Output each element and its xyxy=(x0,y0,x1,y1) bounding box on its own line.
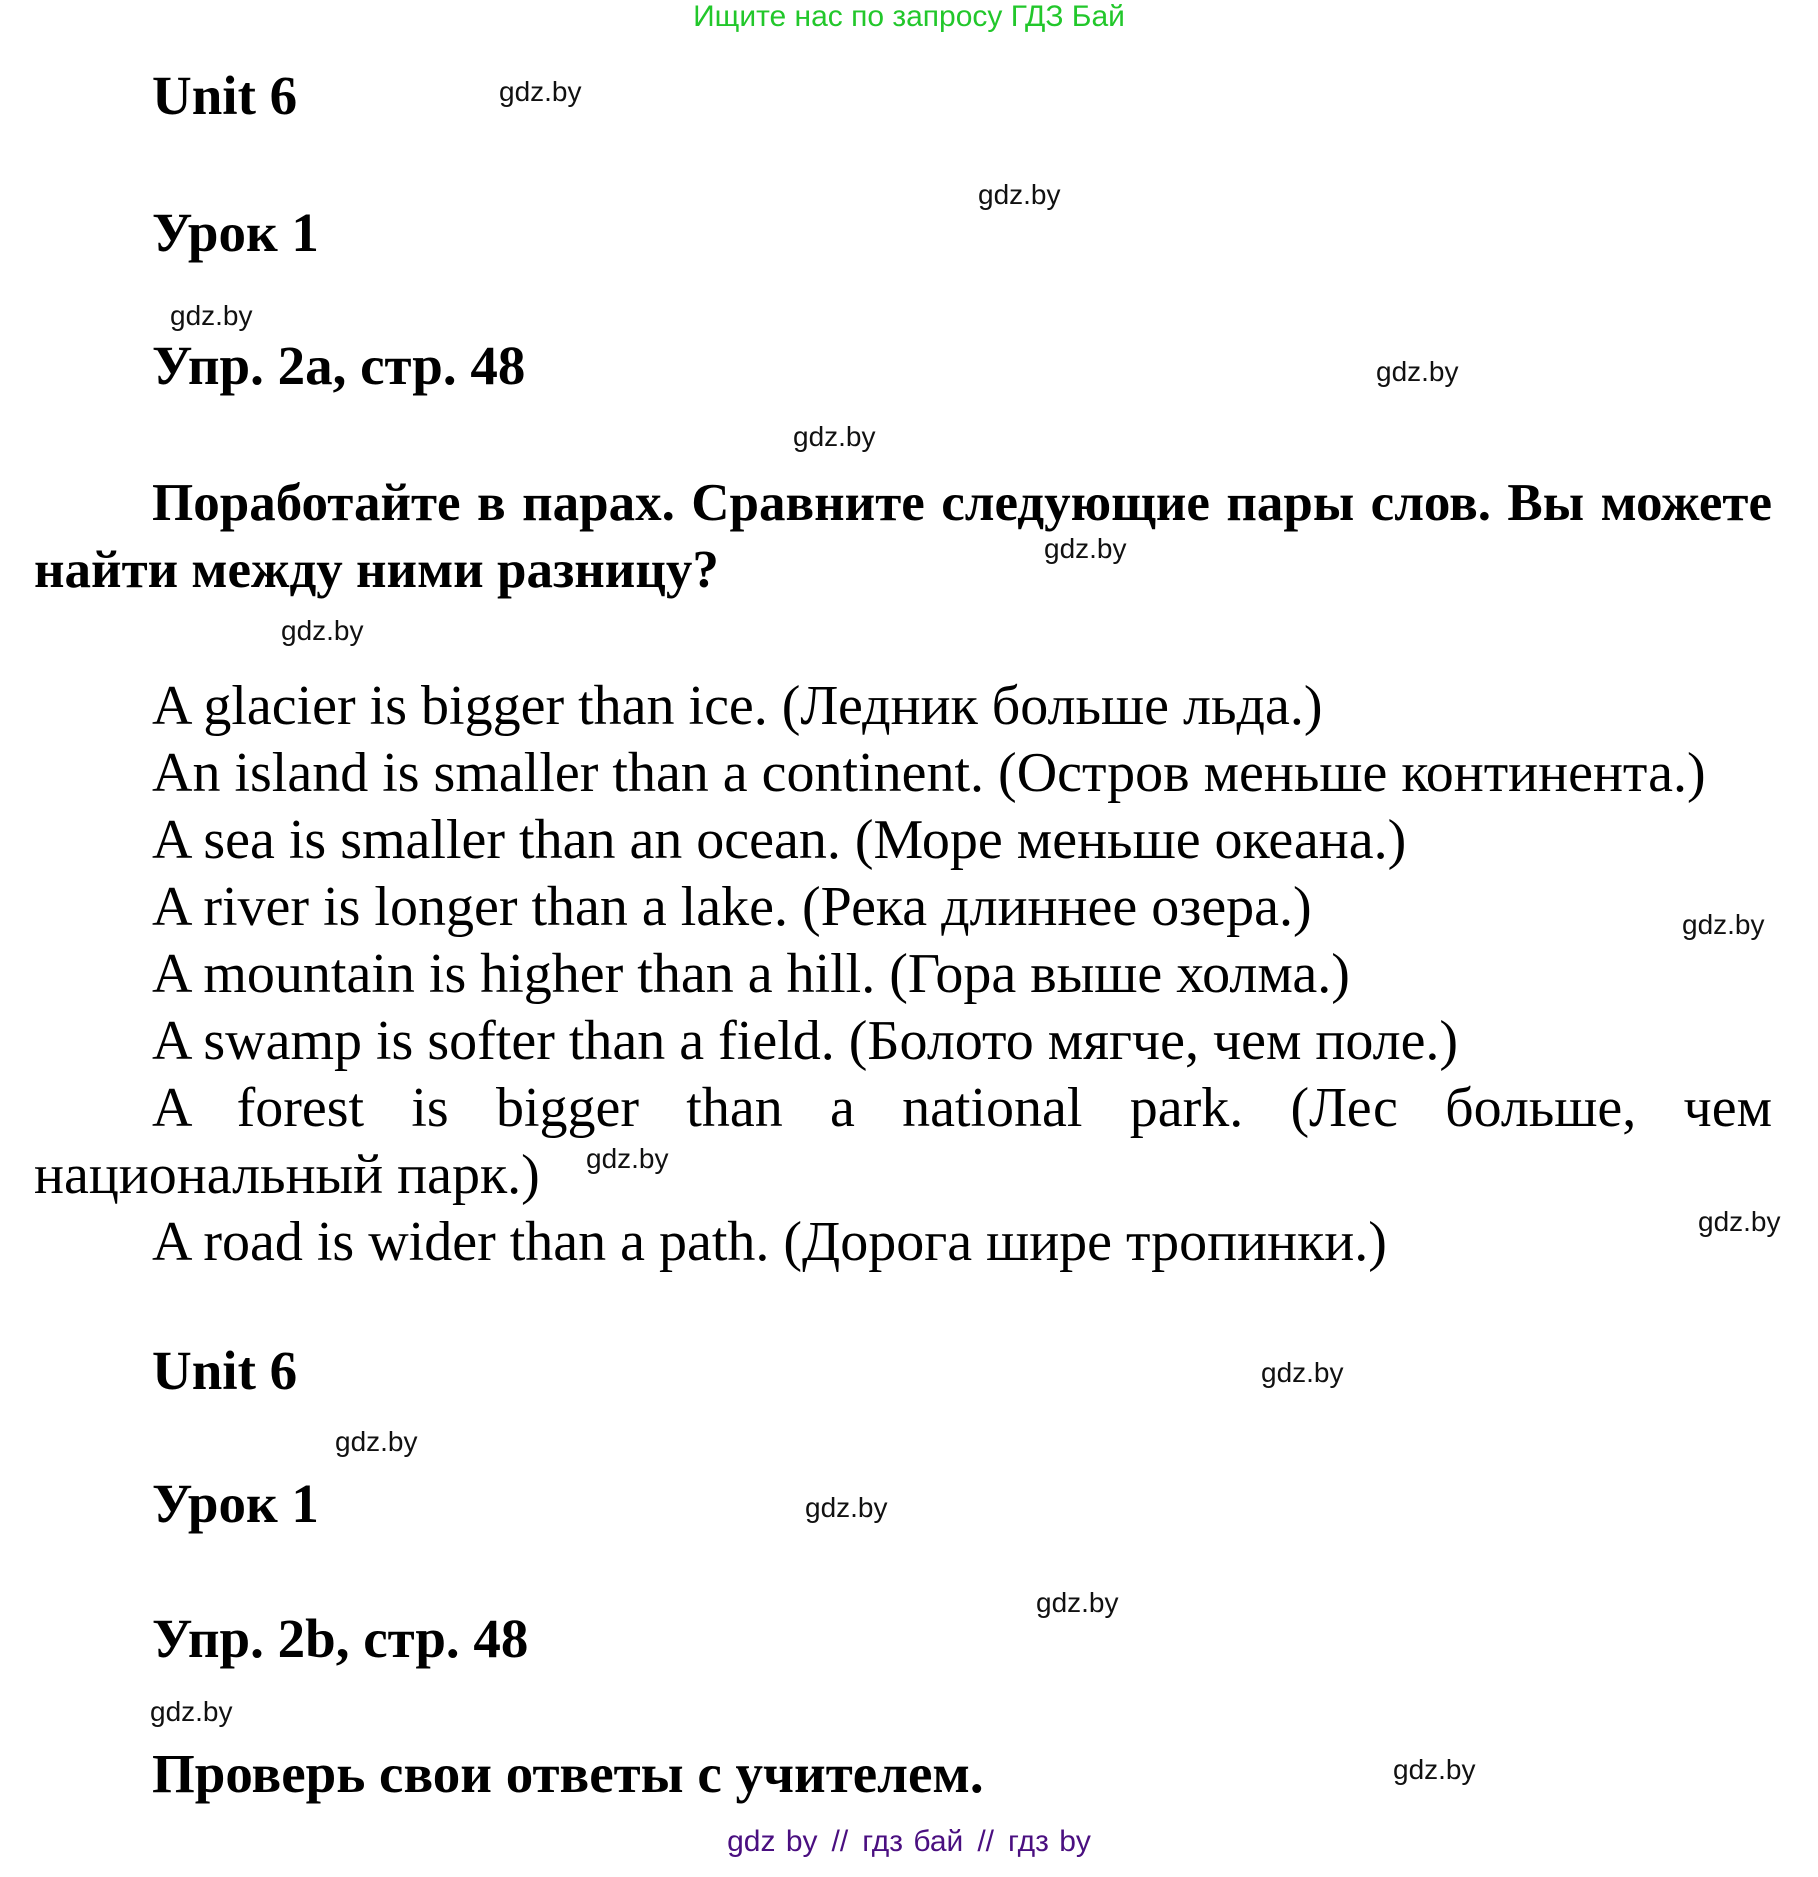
footer-separator: // xyxy=(977,1825,994,1858)
top-banner: Ищите нас по запросу ГДЗ Бай xyxy=(693,0,1125,33)
answer-sentence: A sea is smaller than an ocean. (Море меньше океана.) xyxy=(152,809,1407,871)
answer-sentence: A river is longer than a lake. (Река длиннее озера.) xyxy=(152,876,1312,938)
footer-links xyxy=(0,1827,1818,1857)
exercise-title: Упр. 2b, стр. 48 xyxy=(152,1608,529,1669)
watermark: gdz.by xyxy=(1698,1206,1781,1237)
watermark: gdz.by xyxy=(1261,1357,1344,1388)
watermark: gdz.by xyxy=(978,179,1061,210)
watermark: gdz.by xyxy=(1376,356,1459,387)
answer-sentence: A mountain is higher than a hill. (Гора выше холма.) xyxy=(152,943,1350,1005)
exercise-instruction: Поработайте в парах. Сравните следующие пары слов. Вы можете найти между ними разницу? xyxy=(34,474,1772,599)
watermark: gdz.by xyxy=(586,1143,669,1174)
footer-link-gdz-by-cyr[interactable]: гдз by xyxy=(1008,1825,1091,1858)
answer-sentence: A forest is bigger than a national park. (Лес больше, чем национальный парк.) xyxy=(34,1077,1772,1206)
answer-sentence: An island is smaller than a continent. (Остров меньше континента.) xyxy=(152,742,1706,804)
footer-link-gdz-bai[interactable]: гдз бай xyxy=(862,1825,964,1858)
footer-separator: // xyxy=(831,1825,849,1858)
answer-sentence: A swamp is softer than a field. (Болото мягче, чем поле.) xyxy=(152,1010,1459,1072)
answer-sentence: A glacier is bigger than ice. (Ледник больше льда.) xyxy=(152,675,1323,737)
watermark: gdz.by xyxy=(1682,909,1765,940)
unit-title: Unit 6 xyxy=(152,65,298,126)
unit-title: Unit 6 xyxy=(152,1340,298,1401)
watermark: gdz.by xyxy=(1036,1587,1119,1618)
footer-link-gdz-by[interactable]: gdz by xyxy=(727,1825,818,1858)
watermark: gdz.by xyxy=(499,76,582,107)
answer-sentence: A road is wider than a path. (Дорога шире тропинки.) xyxy=(152,1211,1387,1273)
watermark: gdz.by xyxy=(1044,533,1127,564)
watermark: gdz.by xyxy=(793,421,876,452)
exercise-instruction: Проверь свои ответы с учителем. xyxy=(152,1743,984,1804)
watermark: gdz.by xyxy=(281,615,364,646)
lesson-title: Урок 1 xyxy=(152,1473,319,1534)
lesson-title: Урок 1 xyxy=(152,202,319,263)
watermark: gdz.by xyxy=(150,1696,233,1727)
watermark: gdz.by xyxy=(170,300,253,331)
watermark: gdz.by xyxy=(1393,1754,1476,1785)
watermark: gdz.by xyxy=(805,1492,888,1523)
watermark: gdz.by xyxy=(335,1426,418,1457)
exercise-title: Упр. 2a, стр. 48 xyxy=(152,335,526,396)
